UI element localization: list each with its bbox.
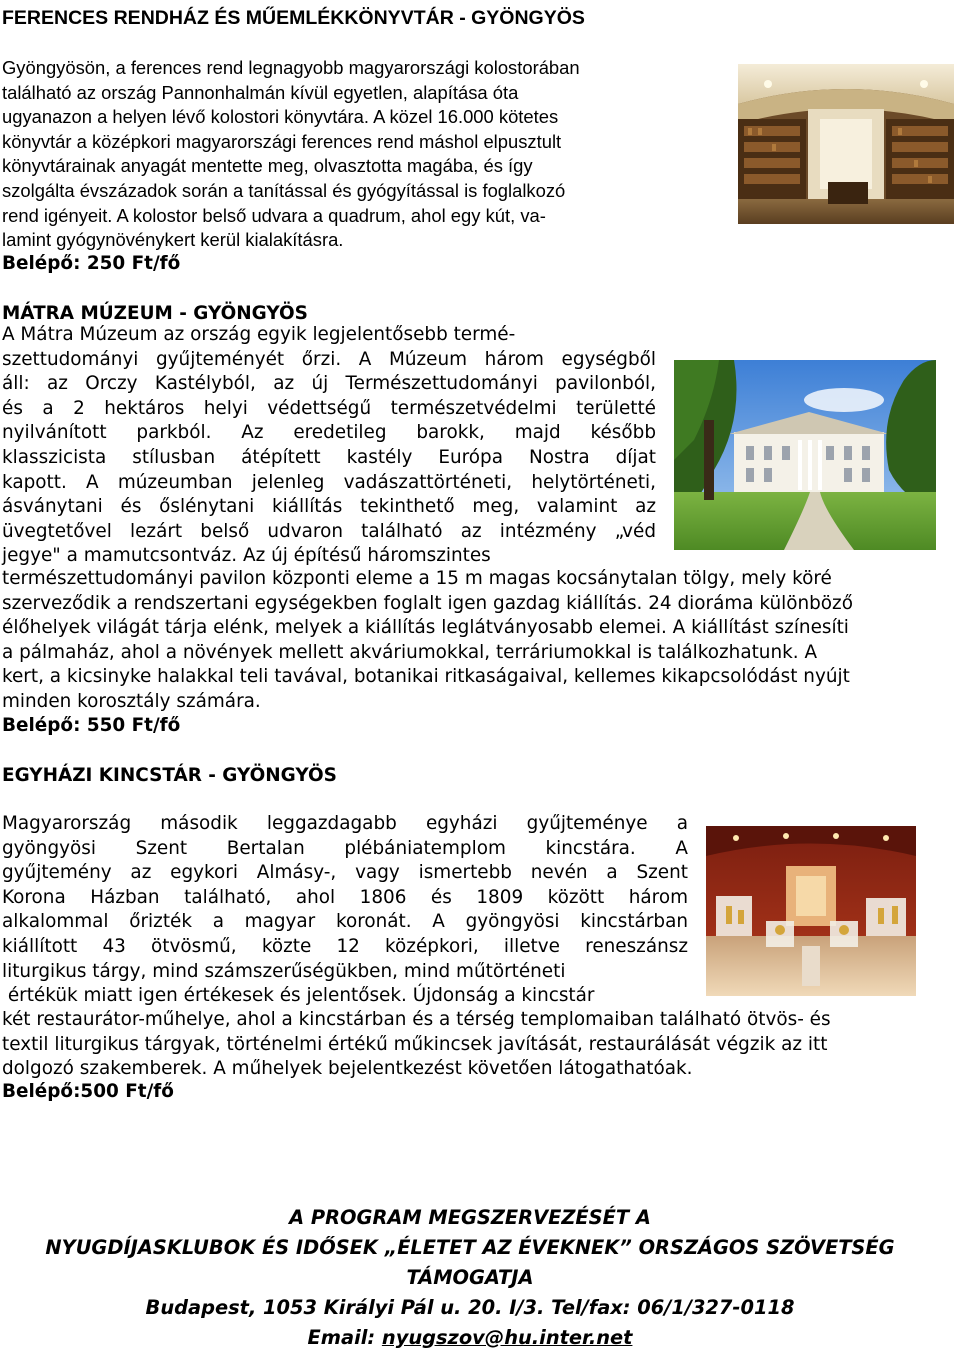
- section-title-matra: MÁTRA MÚZEUM - GYÖNGYÖS: [2, 303, 308, 324]
- section-body-ferences: [2, 56, 727, 253]
- text-line: nyilvánított parkból. Az eredetileg barokk, majd később: [2, 422, 656, 444]
- footer-line: A PROGRAM MEGSZERVEZÉSÉT A: [289, 1206, 651, 1229]
- library-photo-icon: [738, 64, 954, 224]
- text-line: dolgozó szakemberek. A műhelyek bejelentkezést követően látogathatóak.: [2, 1058, 693, 1080]
- text-line: klasszicista stílusban átépített kastély Európa Nostra díjat: [2, 446, 656, 468]
- price-ferences: Belépő: 250 Ft/fő: [2, 253, 181, 274]
- text-line: Korona Házban található, ahol 1806 és 1809 között három: [2, 886, 688, 908]
- text-line: kert, a kicsinyke halakkal teli tavával, botanikai ritkaságaival, kellemes kikapcsolódást nyújt: [2, 666, 850, 688]
- email-link[interactable]: nyugszov@hu.inter.net: [381, 1326, 633, 1349]
- treasury-exhibition-photo-icon: [706, 826, 916, 996]
- section-body-matra-wide: [2, 567, 942, 715]
- text-line: Magyarország második leggazdagabb egyházi gyűjteménye a: [2, 813, 688, 834]
- text-line: rend igényeit. A kolostor belső udvara a quadrum, ahol egy kút, va-: [2, 204, 546, 226]
- section-body-kincstar-narrow: [2, 812, 688, 1009]
- text-line: a pálmaház, ahol a növények mellett akváriumokkal, terráriumokkal is találkozhatunk. A: [2, 641, 818, 663]
- sponsor-footer: [0, 1203, 940, 1353]
- section-body-matra-narrow: [2, 323, 656, 569]
- section-title-kincstar: EGYHÁZI KINCSTÁR - GYÖNGYÖS: [2, 765, 337, 786]
- text-line: két restaurátor-műhelye, ahol a kincstárban és a térség templomaiban található ötvös- és: [2, 1009, 831, 1030]
- text-line: értékük miatt igen értékesek és jelentősek. Újdonság a kincstár: [2, 985, 595, 1007]
- text-line: található az ország Pannonhalmán kívül egyetlen, alapítása óta: [2, 81, 519, 103]
- price-matra: Belépő: 550 Ft/fő: [2, 715, 181, 736]
- email-label: Email:: [307, 1326, 382, 1349]
- text-line: könyvtárainak anyagát mentette meg, olvasztotta magába, és így: [2, 155, 533, 177]
- text-line: ugyanazon a helyen lévő kolostori könyvtára. A közel 16.000 kötetes: [2, 106, 559, 128]
- text-line: szolgálta évszázadok során a tanítással és gyógyítással is foglalkozó: [2, 179, 566, 201]
- text-line: szerveződik a rendszertani egységekben foglalt igen gazdag kiállítás. 24 dioráma különböző: [2, 592, 853, 614]
- text-line: jegye" a mamutcsontváz. Az új építésű háromszintes: [2, 545, 491, 567]
- text-line: természettudományi pavilon központi eleme a 15 m magas kocsánytalan tölgy, mely köré: [2, 568, 832, 589]
- section-body-kincstar-wide: [2, 1008, 942, 1082]
- text-line: áll: az Orczy Kastélyból, az új Természettudományi pavilonból,: [2, 373, 656, 395]
- text-line: lamint gyógynövénykert kerül kialakításra.: [2, 229, 344, 251]
- text-line: A Mátra Múzeum az ország egyik legjelentősebb termé-: [2, 324, 516, 345]
- price-kincstar: Belépő:500 Ft/fő: [2, 1081, 174, 1102]
- text-line: ásványtani és őslénytani kiállítás tekinthető meg, valamint az: [2, 496, 656, 518]
- text-line: alkalommal őrizték a magyar koronát. A gyöngyösi kincstárban: [2, 911, 688, 933]
- text-line: üvegtetővel lezárt belső udvaron található az intézmény „véd: [2, 520, 656, 542]
- text-line: kiállított 43 ötvösmű, közte 12 középkori, illetve reneszánsz: [2, 935, 688, 957]
- text-line: könyvtár a középkori magyarországi ferences rend máshol elpusztult: [2, 130, 562, 152]
- museum-castle-photo-icon: [674, 360, 936, 550]
- footer-email-line: [0, 1323, 940, 1353]
- text-line: Gyöngyösön, a ferences rend legnagyobb magyarországi kolostorában: [2, 57, 580, 78]
- section-title-ferences: FERENCES RENDHÁZ ÉS MŰEMLÉKKÖNYVTÁR - GYÖNGYÖS: [2, 7, 585, 29]
- footer-address: Budapest, 1053 Királyi Pál u. 20. I/3. Tel/fax: 06/1/327-0118: [145, 1296, 795, 1319]
- text-line: textil liturgikus tárgyak, történelmi értékű műkincsek javítását, restaurálását végzik az itt: [2, 1033, 828, 1055]
- text-line: és a 2 hektáros helyi védettségű természetvédelmi területté: [2, 397, 656, 419]
- text-line: liturgikus tárgy, mind számszerűségükben, mind műtörténeti: [2, 960, 566, 982]
- text-line: gyűjtemény az egykori Almásy-, vagy ismertebb nevén a Szent: [2, 862, 688, 884]
- text-line: szettudományi gyűjteményét őrzi. A Múzeum három egységből: [2, 348, 656, 370]
- text-line: kapott. A múzeumban jelenleg vadászattörténeti, helytörténeti,: [2, 471, 656, 493]
- text-line: gyöngyösi Szent Bertalan plébániatemplom kincstára. A: [2, 837, 688, 859]
- text-line: élőhelyek világát tárja elénk, melyek a kiállítás leglátványosabb elemei. A kiállítást színesíti: [2, 617, 849, 639]
- footer-line: TÁMOGATJA: [406, 1266, 534, 1289]
- text-line: minden korosztály számára.: [2, 690, 261, 712]
- footer-organization: NYUGDÍJASKLUBOK ÉS IDŐSEK „ÉLETET AZ ÉVEKNEK” ORSZÁGOS SZÖVETSÉG: [45, 1236, 895, 1259]
